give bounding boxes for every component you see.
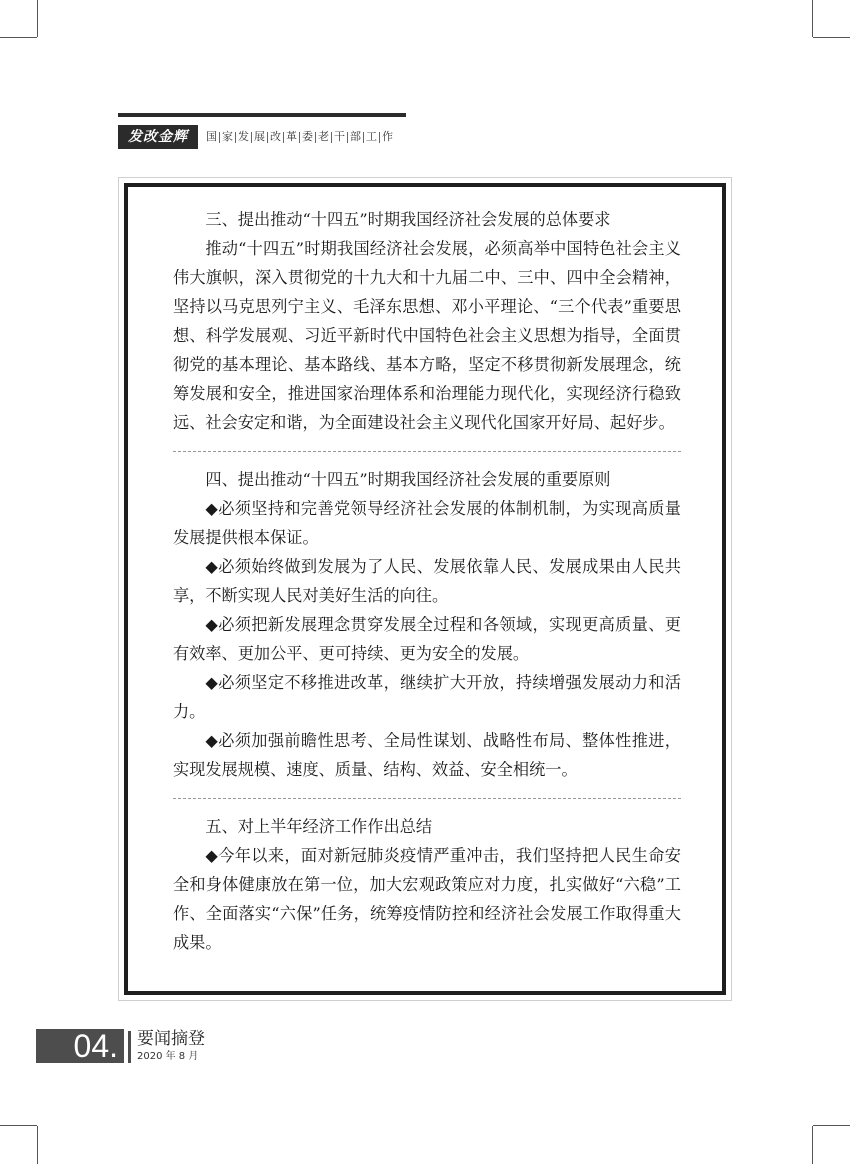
unit-char: 改 <box>270 130 281 143</box>
section-principles <box>173 465 681 784</box>
crop-mark <box>812 1126 813 1164</box>
crop-mark <box>812 0 813 37</box>
paragraph: 推动“十四五”时期我国经济社会发展，必须高举中国特色社会主义伟大旗帜，深入贯彻党的十九大和十九届二中、三中、四中全会精神，坚持以马克思列宁主义、毛泽东思想、邓小平理论、“三个代表”重要思想、科学发展观、习近平新时代中国特色社会主义思想为指导，全面贯彻党的基本理论、基本路线、基本方略，坚定不移贯彻新发展理念，统筹发展和安全，推进国家治理体系和治理能力现代化，实现经济行稳致远、社会安定和谐，为全面建设社会主义现代化国家开好局、起好步。 <box>173 239 681 432</box>
crop-mark <box>37 0 38 37</box>
crop-mark <box>0 1125 37 1126</box>
unit-char: 作 <box>382 130 393 143</box>
footer-section-title: 要闻摘登 <box>137 1029 205 1049</box>
bullet-paragraph: ◆必须坚定不移推进改革，继续扩大开放，持续增强发展动力和活力。 <box>173 673 681 721</box>
unit-char: 发 <box>238 130 249 143</box>
brand-logo: 发改金辉 <box>118 125 198 149</box>
unit-char: 工 <box>366 130 377 143</box>
bullet-paragraph: ◆必须始终做到发展为了人民、发展依靠人民、发展成果由人民共享，不断实现人民对美好生活的向往。 <box>173 557 681 605</box>
unit-char: 干 <box>334 130 345 143</box>
crop-mark <box>813 1125 850 1126</box>
crop-mark <box>813 37 850 38</box>
section-title: 五、对上半年经济工作作出总结 <box>205 817 433 836</box>
unit-char: 国 <box>206 130 217 143</box>
unit-char: 家 <box>222 130 233 143</box>
unit-char: 老 <box>318 130 329 143</box>
bullet-paragraph: ◆必须把新发展理念贯穿发展全过程和各领域，实现更高质量、更有效率、更加公平、更可持续、更为安全的发展。 <box>173 615 681 663</box>
bullet-paragraph: ◆必须加强前瞻性思考、全局性谋划、战略性布局、整体性推进，实现发展规模、速度、质量、结构、效益、安全相统一。 <box>173 731 681 779</box>
dashed-divider <box>173 451 681 452</box>
section-overall-requirements <box>173 205 681 437</box>
article-content <box>173 205 681 957</box>
page-number: 04. <box>36 1029 124 1063</box>
unit-name <box>204 129 395 145</box>
section-title: 三、提出推动“十四五”时期我国经济社会发展的总体要求 <box>205 210 611 229</box>
unit-char: 部 <box>350 130 361 143</box>
unit-char: 委 <box>302 130 313 143</box>
bullet-paragraph: ◆必须坚持和完善党领导经济社会发展的体制机制，为实现高质量发展提供根本保证。 <box>173 499 681 547</box>
bullet-paragraph: ◆今年以来，面对新冠肺炎疫情严重冲击，我们坚持把人民生命安全和身体健康放在第一位，加大宏观政策应对力度，扎实做好“六稳”工作、全面落实“六保”任务，统筹疫情防控和经济社会发展工作取得重大成果。 <box>173 846 681 952</box>
footer-divider <box>128 1031 131 1063</box>
unit-char: 革 <box>286 130 297 143</box>
crop-mark <box>0 37 37 38</box>
section-summary <box>173 812 681 957</box>
dashed-divider <box>173 798 681 799</box>
crop-mark <box>37 1126 38 1164</box>
header-rule <box>118 113 406 117</box>
footer-date: 2020 年 8 月 <box>137 1051 199 1062</box>
unit-char: 展 <box>254 130 265 143</box>
section-title: 四、提出推动“十四五”时期我国经济社会发展的重要原则 <box>205 470 611 489</box>
